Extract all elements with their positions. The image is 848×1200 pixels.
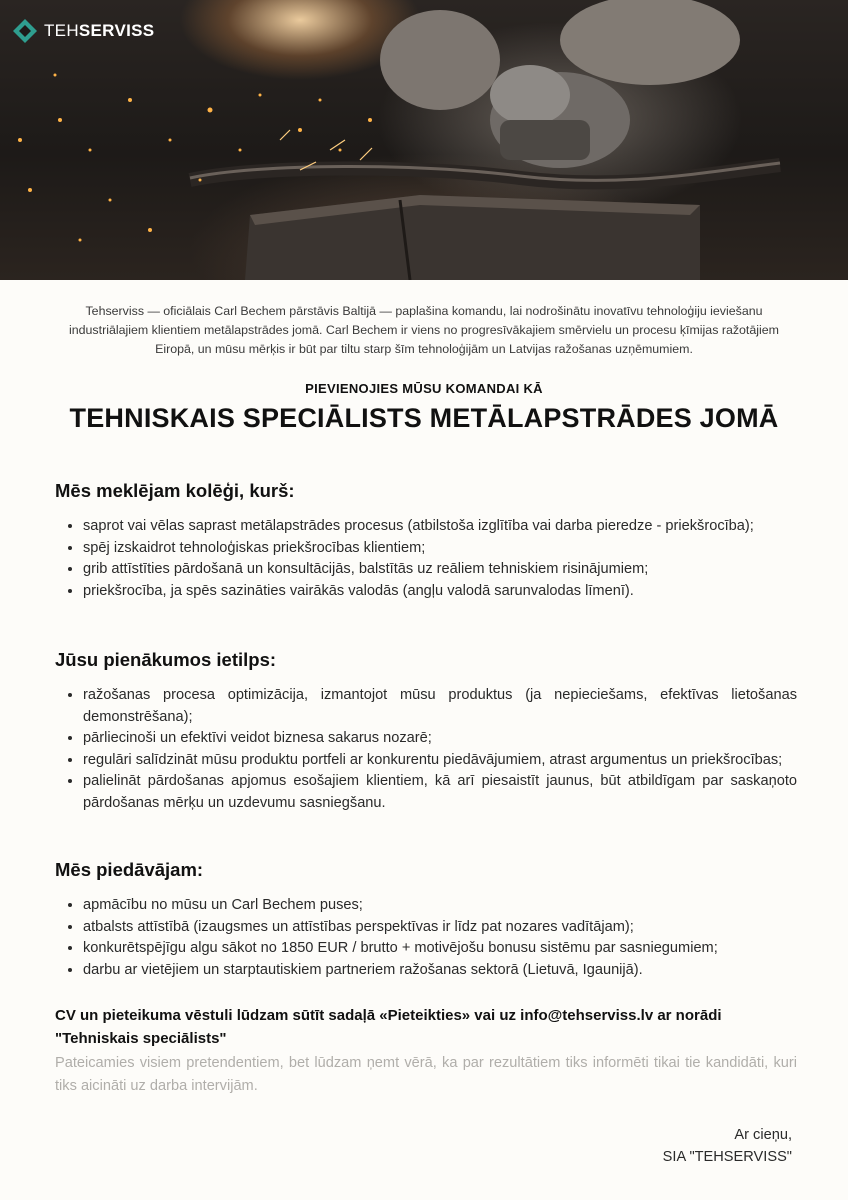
logo-text: TEHSERVISS bbox=[44, 21, 155, 40]
list-item: • darbu ar vietējiem un starptautiskiem partneriem ražošanas sektorā (Lietuvā, Igaunijā). bbox=[83, 960, 797, 982]
list-item: • palielināt pārdošanas apjomus esošajiem klientiem, kā arī piesaistīt jaunus, būt atbildīgam par saskaņoto pārdošanas mērķu un uzdevumu sasniegšanu. bbox=[83, 771, 797, 814]
application-instructions: CV un pieteikuma vēstuli lūdzam sūtīt sadaļā «Pieteikties» vai uz info@tehserviss.lv ar norādi "Tehniskais speciālists" bbox=[55, 1007, 722, 1047]
page-title: TEHNISKAIS SPECIĀLISTS METĀLAPSTRĀDES JOMĀ bbox=[69, 403, 779, 433]
offer-list bbox=[55, 895, 797, 981]
list-item: • grib attīstīties pārdošanā un konsultācijās, balstītās uz reāliem tehniskiem risinājumiem; bbox=[83, 559, 797, 581]
duties-section bbox=[55, 649, 797, 815]
offer-section bbox=[55, 859, 797, 981]
list-item: • pārliecinoši un efektīvi veidot biznesa sakarus nozarē; bbox=[83, 728, 797, 750]
list-item: • apmācību no mūsu un Carl Bechem puses; bbox=[83, 895, 797, 917]
logo-diamond-icon bbox=[12, 18, 38, 44]
requirements-list bbox=[55, 516, 797, 602]
duties-list bbox=[55, 685, 797, 815]
section-heading: Mēs meklējam kolēģi, kurš: bbox=[55, 480, 295, 501]
section-heading: Jūsu pienākumos ietilps: bbox=[55, 649, 277, 670]
signoff-company: SIA "TEHSERVISS" bbox=[662, 1149, 792, 1165]
section-heading: Mēs piedāvājam: bbox=[55, 859, 204, 880]
list-item: • regulāri salīdzināt mūsu produktu portfeli ar konkurentu piedāvājumiem, atrast argumentus un priekšrocības; bbox=[83, 750, 797, 772]
list-item: • atbalsts attīstībā (izaugsmes un attīstības perspektīvas ir līdz pat nozares vadītājam); bbox=[83, 917, 797, 939]
requirements-section bbox=[55, 480, 797, 602]
list-item: • konkurētspējīgu algu sākot no 1850 EUR / brutto + motivējošu bonusu sistēmu par sasniegumiem; bbox=[83, 938, 797, 960]
list-item: • saprot vai vēlas saprast metālapstrādes procesus (atbilstoša izglītība vai darba pieredze - priekšrocība); bbox=[83, 516, 797, 538]
list-item: • priekšrocība, ja spēs sazināties vairākās valodās (angļu valodā sarunvalodas līmenī). bbox=[83, 581, 797, 603]
signoff bbox=[663, 1124, 792, 1168]
disclaimer-note: Pateicamies visiem pretendentiem, bet lūdzam ņemt vērā, ka par rezultātiem tiks informēti tikai tie kandidāti, kuri tiks aicināti uz darba intervijām. bbox=[55, 1055, 797, 1094]
intro-paragraph: Tehserviss — oficiālais Carl Bechem pārstāvis Baltijā — paplašina komandu, lai nodrošinātu inovatīvu tehnoloģiju ieviešanu industriālajiem klientiem metālapstrādes jomā. Carl Bechem ir viens no progresīvākajiem smērvielu un procesu ķīmijas ražotājiem Eiropā, un mūsu mērķis ir būt par tiltu starp šīm tehnoloģijām un Latvijas ražošanas uzņēmumiem. bbox=[69, 304, 779, 356]
hero-image bbox=[0, 0, 848, 280]
list-item: • spēj izskaidrot tehnoloģiskas priekšrocības klientiem; bbox=[83, 538, 797, 560]
signoff-greeting: Ar cieņu, bbox=[734, 1127, 792, 1143]
kicker-heading: PIEVIENOJIES MŪSU KOMANDAI KĀ bbox=[305, 381, 543, 396]
company-logo bbox=[12, 18, 154, 44]
list-item: • ražošanas procesa optimizācija, izmantojot mūsu produktus (ja nepieciešams, efektīvas lietošanas demonstrēšana); bbox=[83, 685, 797, 728]
